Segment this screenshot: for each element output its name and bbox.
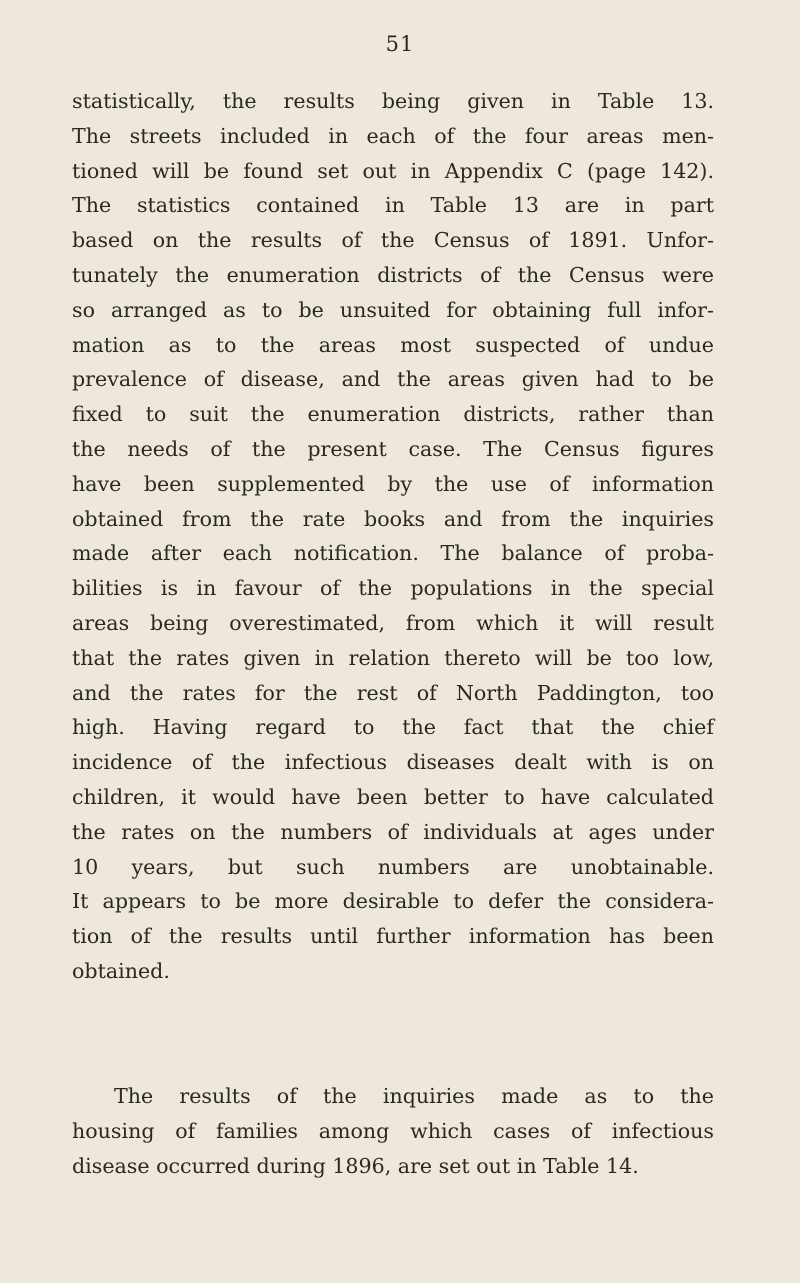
text-line: The statistics contained in Table 13 are in part: [72, 193, 714, 218]
text-line: 10 years, but such numbers are unobtainable.: [72, 854, 714, 879]
text-line: high. Having regard to the fact that the chief: [72, 715, 714, 740]
text-line: bilities is in favour of the populations in the special: [72, 576, 714, 601]
text-line: and the rates for the rest of North Paddington, too: [72, 680, 714, 705]
text-line: children, it would have been better to have calculated: [72, 784, 714, 809]
page-number: 51: [385, 32, 415, 56]
text-line: have been supplemented by the use of information: [72, 471, 714, 496]
text-line: made after each notification. The balance of proba-: [72, 541, 714, 566]
text-line: the needs of the present case. The Census figures: [72, 436, 714, 461]
text-line: fixed to suit the enumeration districts, rather than: [72, 402, 714, 427]
text-line: housing of families among which cases of infectious: [72, 1118, 714, 1143]
text-line: It appears to be more desirable to defer the considera-: [72, 889, 714, 914]
text-line: incidence of the infectious diseases dealt with is on: [72, 750, 714, 775]
text-line: areas being overestimated, from which it will result: [72, 610, 714, 635]
paragraph-1: [72, 84, 714, 989]
text-line: tioned will be found set out in Appendix C (page 142).: [72, 158, 714, 183]
text-line: The results of the inquiries made as to the: [114, 1084, 714, 1108]
text-line: so arranged as to be unsuited for obtaining full infor-: [72, 297, 714, 322]
text-line: the rates on the numbers of individuals at ages under: [72, 819, 714, 844]
text-line: obtained from the rate books and from the inquiries: [72, 506, 714, 531]
text-line: tion of the results until further information has been: [72, 924, 714, 949]
text-line: disease occurred during 1896, are set out in Table 14.: [72, 1153, 639, 1178]
text-line: mation as to the areas most suspected of undue: [72, 332, 714, 357]
text-line: tunately the enumeration districts of the Census were: [72, 262, 714, 287]
paragraph-2: [72, 1079, 714, 1183]
text-line: that the rates given in relation thereto will be too low,: [72, 645, 714, 670]
text-line: obtained.: [72, 958, 170, 983]
text-line: The streets included in each of the four areas men-: [72, 123, 714, 148]
text-line: statistically, the results being given in Table 13.: [72, 89, 714, 113]
text-line: prevalence of disease, and the areas given had to be: [72, 367, 714, 392]
text-line: based on the results of the Census of 1891. Unfor-: [72, 228, 714, 253]
